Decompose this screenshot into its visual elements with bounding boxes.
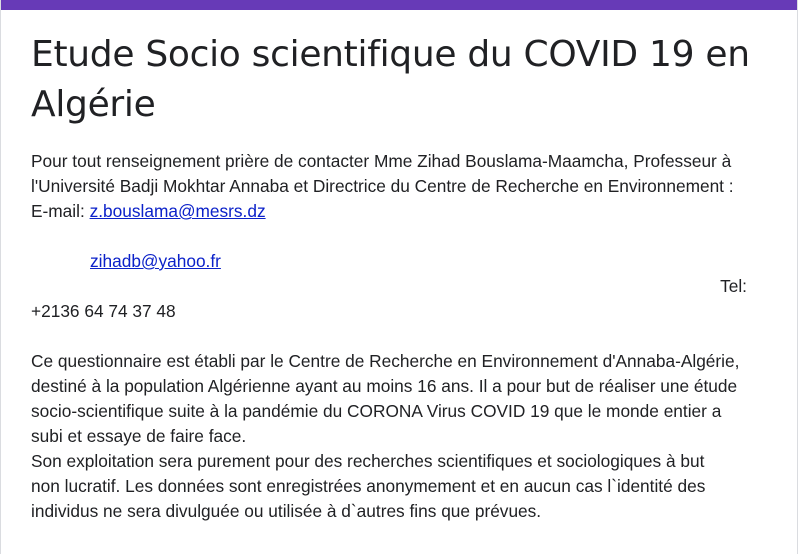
paragraph1-line: Ce questionnaire est établi par le Centre de Recherche en Environnement d'Annaba-Algérie, (31, 351, 740, 371)
contact-email-line (31, 199, 763, 224)
paragraph1-line: subi et essaye de faire face. (31, 426, 247, 446)
phone-number: +2136 64 74 37 48 (31, 301, 176, 321)
email-label: E-mail: (31, 201, 90, 221)
email-link-primary[interactable]: z.bouslama@mesrs.dz (89, 201, 266, 221)
form-header-content (31, 30, 763, 524)
paragraph1-line: socio-scientifique suite à la pandémie du CORONA Virus COVID 19 que le monde entier a (31, 401, 722, 421)
paragraph2-line: non lucratif. Les données sont enregistrées anonymement et en aucun cas l`identité des (31, 476, 706, 496)
tel-label: Tel: (720, 276, 747, 296)
spacer (31, 324, 763, 349)
contact-email-line-2 (31, 249, 763, 274)
form-accent-bar (1, 0, 797, 10)
contact-line-1: Pour tout renseignement prière de contacter Mme Zihad Bouslama-Maamcha, Professeur à (31, 151, 732, 171)
paragraph1-line: destiné à la population Algérienne ayant au moins 16 ans. Il a pour but de réaliser une étude (31, 376, 738, 396)
form-description (31, 149, 763, 524)
form-title: Etude Socio scientifique du COVID 19 en Algérie (31, 34, 750, 125)
spacer (31, 224, 763, 249)
paragraph2-line: Son exploitation sera purement pour des recherches scientifiques et sociologiques à but (31, 451, 705, 471)
contact-line-2: l'Université Badji Mokhtar Annaba et Directrice du Centre de Recherche en Environnement : (31, 176, 734, 196)
email-link-secondary[interactable]: zihadb@yahoo.fr (90, 251, 221, 271)
paragraph2-line: individus ne sera divulguée ou utilisée à d`autres fins que prévues. (31, 501, 542, 521)
